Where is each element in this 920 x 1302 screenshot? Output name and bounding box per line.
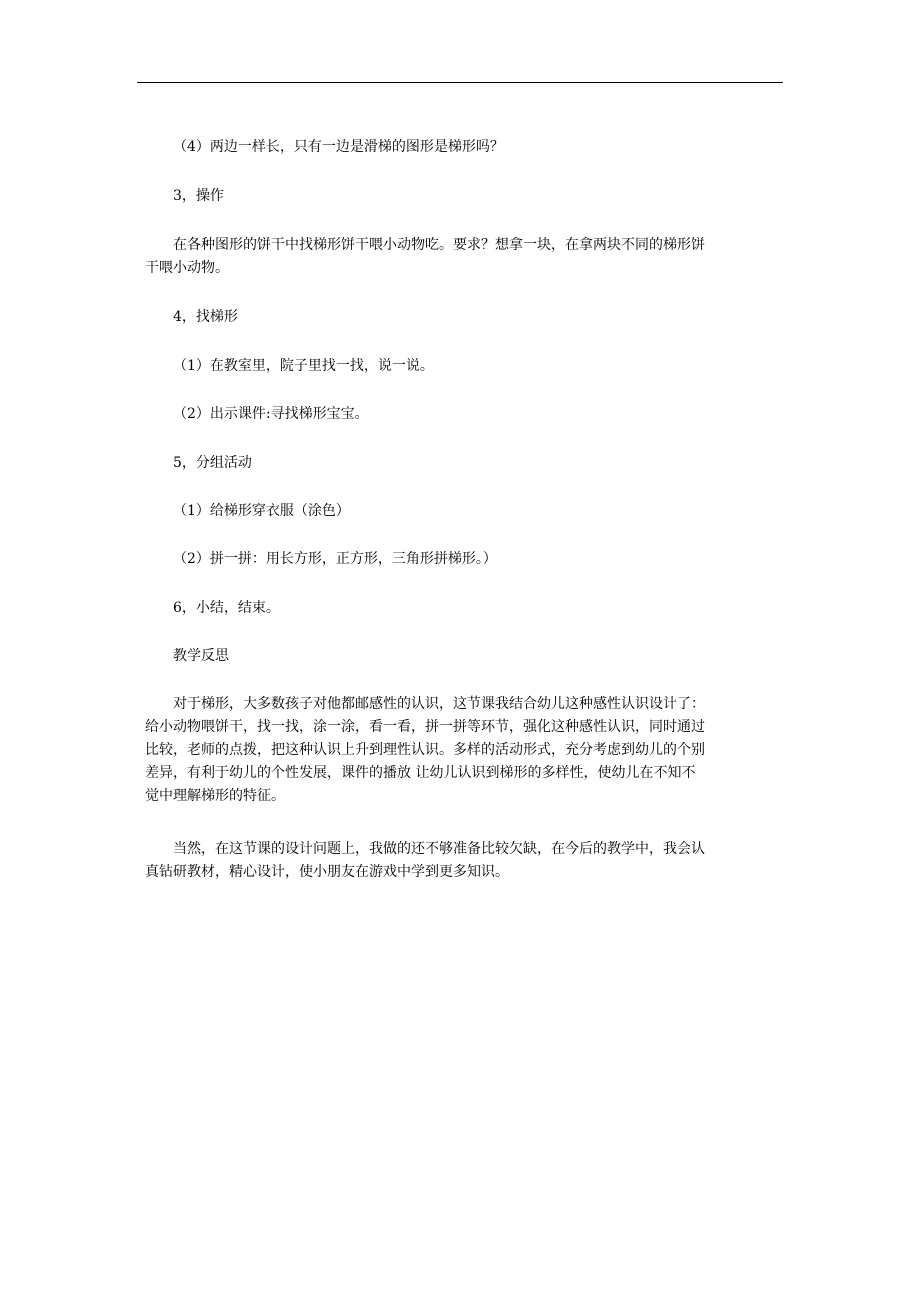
paragraph-line: 比较，老师的点拨，把这种认识上升到理性认识。多样的活动形式，充分考虑到幼儿的个别 [145,742,705,758]
heading-step-4: 4，找梯形 [173,309,238,325]
list-item-group-2: （2）拼一拼：用长方形，正方形，三角形拼梯形。） [173,551,497,567]
header-rule [137,82,783,83]
paragraph-question-4: （4）两边一样长，只有一边是滑梯的图形是梯形吗？ [173,139,504,155]
list-item-group-1: （1）给梯形穿衣服（涂色） [173,503,350,519]
paragraph-line: 给小动物喂饼干，找一找，涂一涂，看一看，拼一拼等环节，强化这种感性认识，同时通过 [145,719,705,735]
heading-step-5: 5，分组活动 [173,455,252,471]
list-item-find-2: （2）出示课件:寻找梯形宝宝。 [173,406,369,422]
paragraph-operation [145,234,790,280]
paragraph-line: 当然，在这节课的设计问题上，我做的还不够准备比较欠缺，在今后的教学中，我会认 [173,841,705,857]
paragraph-line: 对于梯形，大多数孩子对他都邮感性的认识，这节课我结合幼儿这种感性认识设计了： [173,696,705,712]
list-item-find-1: （1）在教室里，院子里找一找，说一说。 [173,358,434,374]
paragraph-line: 干喂小动物。 [145,260,229,276]
heading-step-3: 3，操作 [173,188,224,204]
heading-reflection: 教学反思 [173,648,229,664]
paragraph-line: 差异，有利于幼儿的个性发展，课件的播放 让幼儿认识到梯形的多样性，使幼儿在不知不 [145,765,696,781]
paragraph-reflection [145,693,790,808]
paragraph-line: 真钻研教材，精心设计，使小朋友在游戏中学到更多知识。 [145,864,509,880]
paragraph-conclusion [145,838,790,884]
heading-step-6: 6，小结，结束。 [173,600,280,616]
paragraph-line: 在各种图形的饼干中找梯形饼干喂小动物吃。要求？想拿一块，在拿两块不同的梯形饼 [173,237,705,253]
paragraph-line: 觉中理解梯形的特征。 [145,788,285,804]
